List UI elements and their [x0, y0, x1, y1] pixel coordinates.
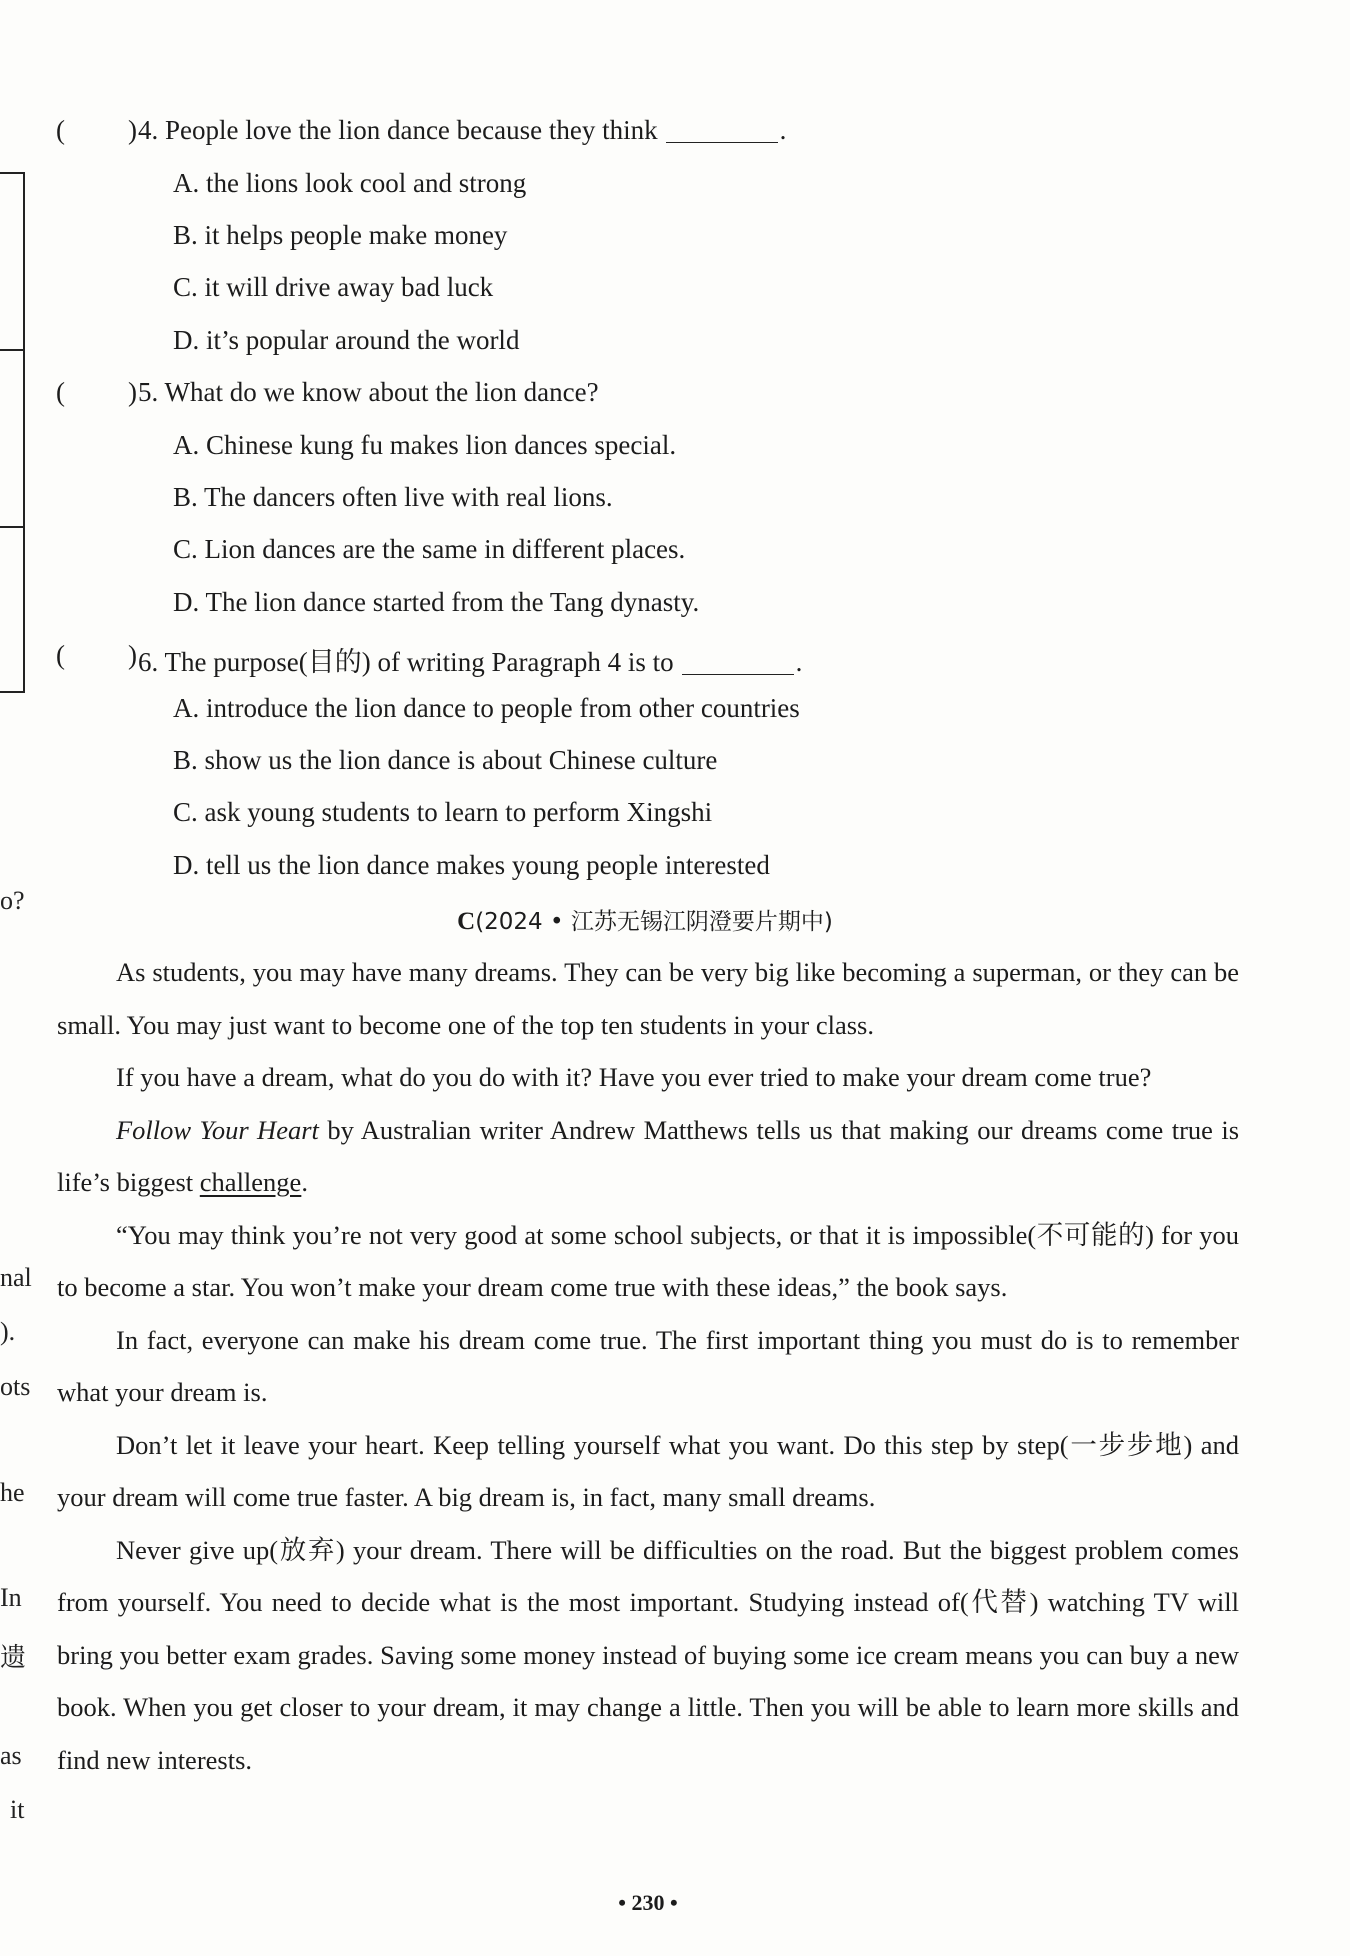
- margin-frame-divider: [0, 349, 25, 351]
- section-source: (2024 • 江苏无锡江阴澄要片期中): [475, 909, 833, 935]
- margin-fragment: he: [0, 1478, 25, 1507]
- question-6-option-b: B. show us the lion dance is about Chinese culture: [173, 745, 718, 775]
- question-4-option-b: B. it helps people make money: [173, 220, 508, 250]
- question-5-text: 5. What do we know about the lion dance?: [138, 377, 599, 407]
- answer-paren-close: ): [128, 640, 137, 670]
- question-6-option-a: A. introduce the lion dance to people from other countries: [173, 693, 800, 723]
- paragraph: Never give up(放弃) your dream. There will be difficulties on the road. But the biggest problem comes from yourself. You need to decide what is the most important. Studying instead of(代替) watching TV will bring you better exam grades. Saving some money instead of buying some ice cream means you can buy a new book. When you get closer to your dream, it may change a little. Then you will be able to learn more skills and find new interests.: [57, 1534, 1239, 1775]
- margin-fragment: 遗: [0, 1643, 27, 1672]
- question-4-option-c: C. it will drive away bad luck: [173, 272, 494, 302]
- page-number: • 230 •: [618, 1890, 678, 1915]
- margin-fragment: ).: [0, 1317, 16, 1346]
- margin-frame-bottom: [0, 691, 25, 693]
- workbook-page: o? nal ). ots he In 遗 as it ( ) 4. People love the lion dance because they think . A. the lions look cool and strong B. it helps people make money C. it will drive away bad luck D. it’s popular around the world ( ) 5. What do we know about the lion dance? A. Chinese kung fu makes lion dances special. B. The dancers often live with real lions. C. Lion dances are the same in different places. D. The lion dance started from the Tang dynasty. ( ) 6. The purpose(目的) of writing Paragraph 4 is to . A. introduce the lion dance to people from other countries B. show us the lion dance is about Chinese culture C. ask young students to learn to perform Xingshi D. tell us the lion dance makes young people interested C(2024 • 江苏无锡江阴澄要片期中) As students, you may have many dreams. They can be very big like becoming a superman, or they can be small. You may just want to become one of the top ten students in your class. If you have a dream, what do you do with it? Have you ever tried to make your dream come true? Follow Your Heart by Australian writer Andrew Matthews tells us that making our dreams come true is life’s biggest challenge. “You may think you’re not very good at some school subjects, or that it is impossible(不可能的) for you to become a star. You won’t make your dream come true with these ideas,” the book says. In fact, everyone can make his dream come true. The first important thing you must do is to remember what your dream is. Don’t let it leave your heart. Keep telling yourself what you want. Do this step by step(一步步地) and your dream will come true faster. A big dream is, in fact, many small dreams. Never give up(放弃) your dream. There will be difficulties on the road. But the biggest problem comes from yourself. You need to decide what is the most important. Studying instead of(代替) watching TV will bring you better exam grades. Saving some money instead of buying some ice cream means you can buy a new book. When you get closer to your dream, it may change a little. Then you will be able to learn more skills and find new interests. • 230 •: [0, 0, 1350, 1956]
- question-6-option-d: D. tell us the lion dance makes young people interested: [173, 850, 770, 880]
- question-6-text: 6. The purpose(目的) of writing Paragraph 4 is to: [138, 647, 674, 677]
- margin-fragment: In: [0, 1583, 22, 1612]
- question-5-option-a: A. Chinese kung fu makes lion dances special.: [173, 430, 677, 460]
- margin-frame-top: [0, 172, 25, 174]
- paragraph: As students, you may have many dreams. They can be very big like becoming a superman, or they can be small. You may just want to become one of the top ten students in your class.: [57, 957, 1239, 1040]
- margin-fragment: o?: [0, 886, 25, 915]
- margin-frame-line: [23, 172, 25, 692]
- margin-fragment: as: [0, 1741, 22, 1770]
- question-5-option-d: D. The lion dance started from the Tang dynasty.: [173, 587, 700, 617]
- margin-fragment: it: [10, 1795, 25, 1824]
- margin-frame-divider: [0, 526, 25, 528]
- paragraph: In fact, everyone can make his dream come true. The first important thing you must do is to remember what your dream is.: [57, 1324, 1239, 1407]
- question-5-option-c: C. Lion dances are the same in different places.: [173, 534, 686, 564]
- paragraph: Don’t let it leave your heart. Keep telling yourself what you want. Do this step by step(一步步地) and your dream will come true faster. A big dream is, in fact, many small dreams.: [57, 1429, 1239, 1512]
- section-title: [0, 903, 1290, 936]
- answer-paren-open: (: [56, 115, 65, 145]
- answer-paren-open: (: [56, 377, 65, 407]
- reading-passage: [57, 946, 1239, 1786]
- question-4-text: 4. People love the lion dance because they think: [138, 115, 658, 145]
- book-title: Follow Your Heart: [116, 1114, 319, 1145]
- question-6-option-c: C. ask young students to learn to perform Xingshi: [173, 797, 713, 827]
- answer-blank: [682, 647, 794, 675]
- underlined-word: challenge: [199, 1167, 302, 1197]
- question-5-option-b: B. The dancers often live with real lions.: [173, 482, 613, 512]
- paragraph: If you have a dream, what do you do with it? Have you ever tried to make your dream come true?: [116, 1062, 1152, 1092]
- answer-blank: [666, 115, 778, 143]
- answer-paren-open: (: [56, 640, 65, 670]
- paragraph: “You may think you’re not very good at some school subjects, or that it is impossible(不可能的) for you to become a star. You won’t make your dream come true with these ideas,” the book says.: [57, 1219, 1239, 1302]
- question-4-option-d: D. it’s popular around the world: [173, 325, 520, 355]
- section-label: C: [457, 908, 476, 935]
- question-4-option-a: A. the lions look cool and strong: [173, 168, 527, 198]
- margin-fragment: ots: [0, 1372, 31, 1401]
- paragraph: Follow Your Heart by Australian writer Andrew Matthews tells us that making our dreams come true is life’s biggest challenge.: [57, 1114, 1240, 1197]
- answer-paren-close: ): [128, 377, 137, 407]
- answer-paren-close: ): [128, 115, 137, 145]
- margin-fragment: nal: [0, 1263, 32, 1292]
